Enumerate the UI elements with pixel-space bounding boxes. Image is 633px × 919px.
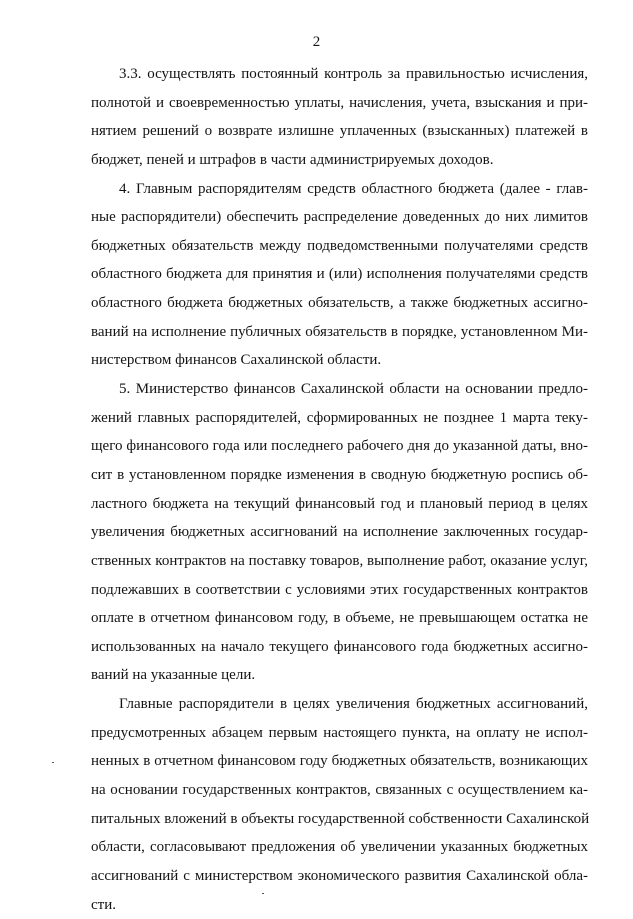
document-body (91, 60, 588, 919)
text-line: ваний на исполнение публичных обязательств в порядке, установленном Ми- (91, 323, 588, 340)
text-line: 4. Главным распорядителям средств областного бюджета (далее - глав- (119, 180, 588, 197)
text-line: предусмотренных абзацем первым настоящего пункта, на оплату не испол- (91, 724, 588, 741)
paragraph-5-second (91, 690, 588, 919)
text-line: полнотой и своевременностью уплаты, начисления, учета, взыскания и при- (91, 94, 588, 111)
scan-speck (52, 762, 54, 763)
text-line: ластного бюджета на текущий финансовый год и плановый период в целях (91, 495, 588, 512)
text-line: жений главных распорядителей, сформированных не позднее 1 марта теку- (91, 409, 588, 426)
paragraph-3-3 (91, 60, 588, 175)
text-line: бюджетных обязательств между подведомственными получателями средств (91, 237, 588, 254)
paragraph-5 (91, 375, 588, 690)
text-line: ственных контрактов на поставку товаров, выполнение работ, оказание услуг, (91, 552, 588, 569)
text-line: нятием решений о возврате излишне уплаченных (взысканных) платежей в (91, 123, 588, 140)
text-line: на основании государственных контрактов, связанных с осуществлением ка- (91, 782, 588, 799)
text-line: сти. (91, 896, 116, 913)
text-line: областного бюджета для принятия и (или) исполнения получателями средств (91, 266, 588, 283)
text-line: щего финансового года или последнего рабочего дня до указанной даты, вно- (91, 438, 588, 455)
text-line: сит в установленном порядке изменения в сводную бюджетную роспись об- (91, 466, 588, 483)
page-number: 2 (312, 34, 321, 50)
text-line: 5. Министерство финансов Сахалинской области на основании предло- (119, 381, 588, 398)
text-line: нистерством финансов Сахалинской области. (91, 352, 382, 369)
text-line: питальных вложений в объекты государственной собственности Сахалинской (91, 810, 590, 827)
text-line: оплате в отчетном финансовом году, в объеме, не превышающем остатка не (91, 610, 588, 627)
text-line: ассигнований с министерством экономического развития Сахалинской обла- (91, 867, 588, 884)
text-line: ваний на указанные цели. (91, 667, 256, 684)
text-line: бюджет, пеней и штрафов в части администрируемых доходов. (91, 151, 494, 168)
scan-speck (262, 893, 264, 894)
text-line: увеличения бюджетных ассигнований на исполнение заключенных государ- (91, 524, 588, 541)
text-line: ненных в отчетном финансовом году бюджетных обязательств, возникающих (91, 753, 588, 770)
text-line: Главные распорядители в целях увеличения бюджетных ассигнований, (119, 696, 588, 713)
text-line: областного бюджета бюджетных обязательств, а также бюджетных ассигно- (91, 295, 588, 312)
text-line: области, согласовывают предложения об увеличении указанных бюджетных (91, 839, 588, 856)
text-line: ные распорядители) обеспечить распределение доведенных до них лимитов (91, 209, 588, 226)
paragraph-4 (91, 175, 588, 375)
text-line: подлежавших в соответствии с условиями этих государственных контрактов (91, 581, 588, 598)
text-line: 3.3. осуществлять постоянный контроль за правильностью исчисления, (119, 66, 588, 82)
text-line: использованных на начало текущего финансового года бюджетных ассигно- (91, 638, 588, 655)
